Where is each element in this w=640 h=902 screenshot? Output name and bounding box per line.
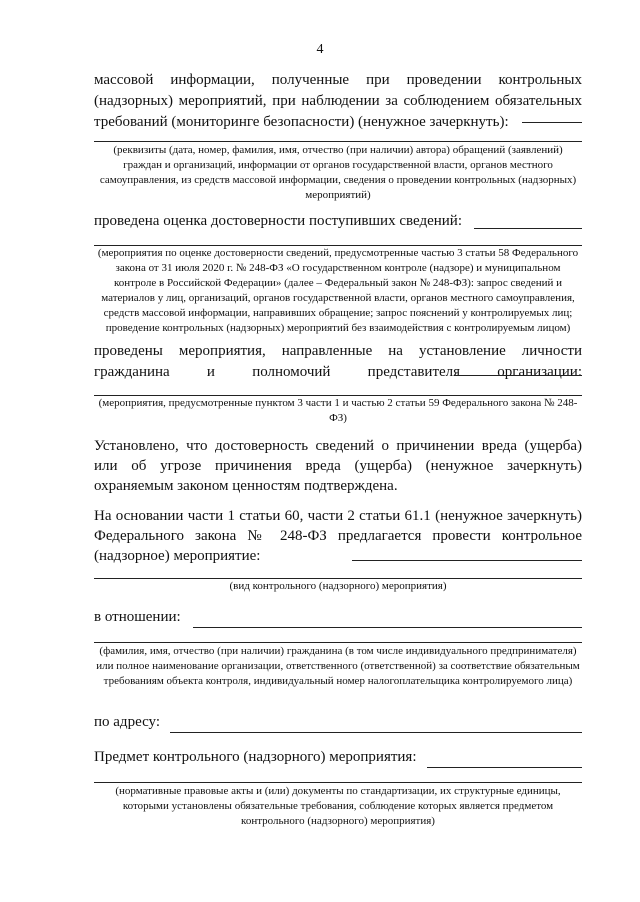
label-address: по адресу: [94,714,161,730]
fill-line-address[interactable] [170,716,582,733]
fill-line-subject-2[interactable] [94,782,582,783]
label-in-relation: в отношении: [94,609,181,625]
fill-line-proposal[interactable] [352,560,582,561]
page-number: 4 [316,42,324,57]
note-measure-type: (вид контрольного (надзорного) мероприятия) [229,580,447,592]
paragraph-assessment: проведена оценка достоверности поступивших сведений: [94,213,462,229]
paragraph-identity: проведены мероприятия, направленные на установление личности гражданина и полномочий представителя организации: [94,343,582,380]
row-address [94,712,582,733]
label-subject: Предмет контрольного (надзорного) мероприятия: [94,749,417,765]
fill-line-assessment[interactable] [474,228,582,229]
row-subject [94,747,582,768]
fill-line-in-relation-2[interactable] [94,642,582,643]
paragraph-sources: массовой информации, полученные при проведении контрольных (надзорных) мероприятий, при наблюдении за соблюдением обязательных требований (мониторинге безопасности) (ненужное зачеркнуть): [94,72,582,130]
paragraph-established: Установлено, что достоверность сведений о причинении вреда (ущерба) или об угрозе причинения вреда (ущерба) (ненужное зачеркнуть) охраняемым законом ценностям подтверждена. [94,438,582,494]
row-in-relation [94,607,582,628]
fill-line-subject[interactable] [427,751,583,768]
fill-line-sources[interactable] [522,122,582,123]
fill-line-identity[interactable] [455,375,582,376]
fill-line-in-relation[interactable] [193,611,582,628]
note-sources: (реквизиты (дата, номер, фамилия, имя, отчество (при наличии) автора) обращений (заявлений) граждан и организаций, информации от органов государственной власти, органов местного самоуправления, из средств массовой информации, сведения о проведении контрольных (надзорных) мероприятий) [99,144,577,201]
note-person: (фамилия, имя, отчество (при наличии) гражданина (в том числе индивидуального предпринимателя) или полное наименование организации, ответственного (ответственной) за соответствие обязательным требованиям объекта контроля, индивидуальный номер налогоплательщика контролируемого лица) [96,645,580,687]
fill-line-sources-2[interactable] [94,141,582,142]
note-identity: (мероприятия, предусмотренные пунктом 3 части 1 и частью 2 статьи 59 Федерального закона № 248-ФЗ) [98,397,578,424]
note-assessment: (мероприятия по оценке достоверности сведений, предусмотренные частью 3 статьи 58 Федерального закона от 31 июля 2020 г. № 248-ФЗ «О государственном контроле (надзоре) и муниципальном контроле в Российской Федерации» (далее – Федеральный закон № 248-ФЗ): запрос сведений и материалов у лиц, организаций, органов государственной власти, органов местного самоуправления, средств массовой информации, направивших обращение; запрос пояснений у контролируемых лиц; проведение контрольных (надзорных) мероприятий без взаимодействия с контролируемым лицом) [97,247,579,334]
note-subject: (нормативные правовые акты и (или) документы по стандартизации, их структурные единицы, которыми установлены обязательные требования, соблюдение которых является предметом контрольного (надзорного) мероприятия) [115,785,561,827]
paragraph-proposal: На основании части 1 статьи 60, части 2 статьи 61.1 (ненужное зачеркнуть) Федерального закона № 248-ФЗ предлагается провести контрольное (надзорное) мероприятие: [94,508,582,564]
